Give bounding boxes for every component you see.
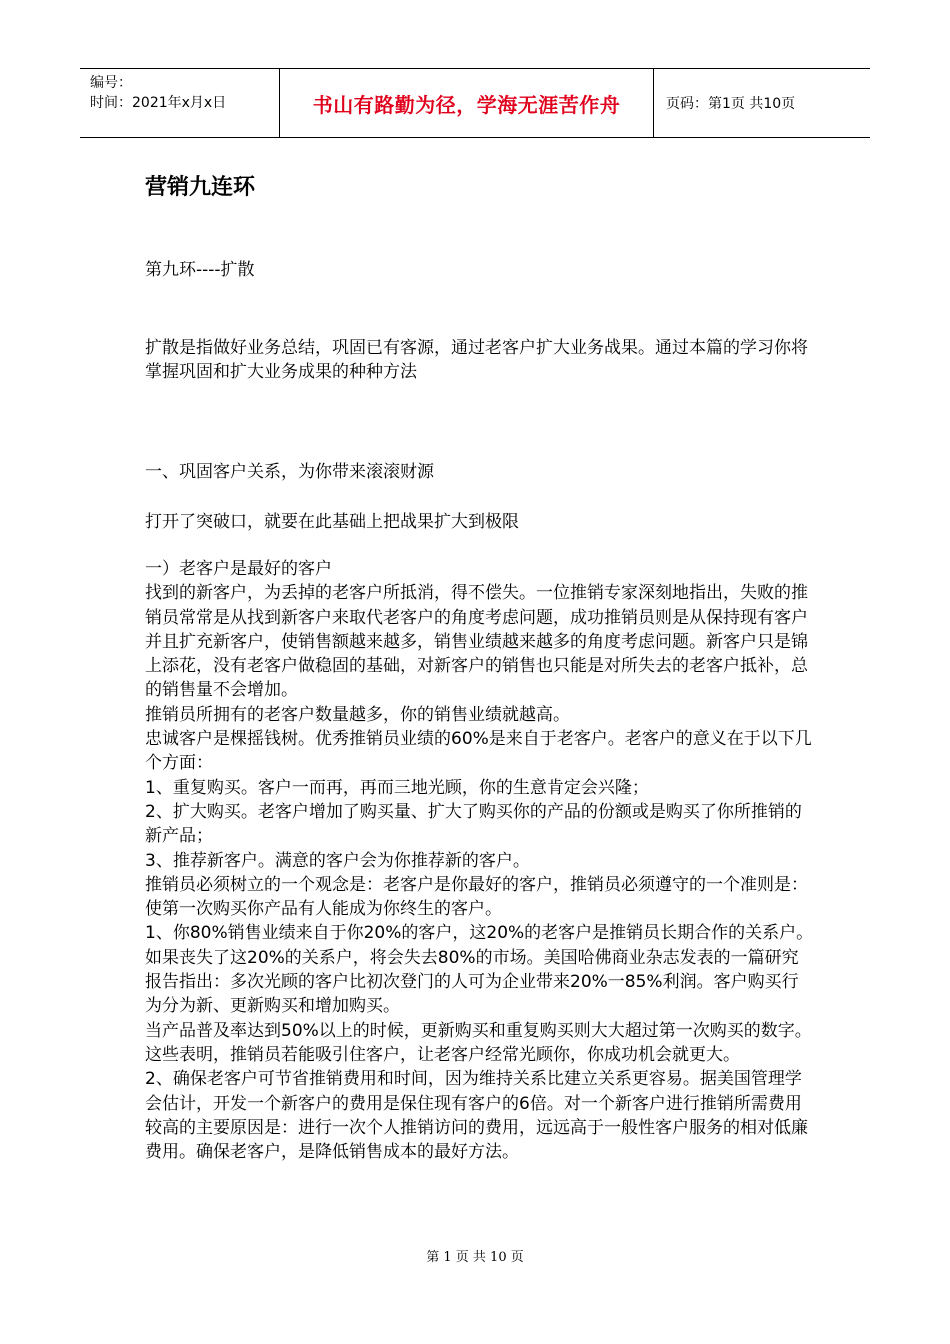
lead-paragraph: 打开了突破口，就要在此基础上把战果扩大到极限 bbox=[145, 512, 519, 532]
heading-1: 一、巩固客户关系，为你带来滚滚财源 bbox=[145, 462, 434, 482]
code-label: 编号： bbox=[90, 75, 132, 91]
document-title: 营销九连环 bbox=[145, 175, 256, 200]
intro-paragraph: 扩散是指做好业务总结，巩固已有客源，通过老客户扩大业务战果。通过本篇的学习你将掌握巩固和扩大业务成果的种种方法 bbox=[145, 338, 808, 383]
header-meta bbox=[80, 69, 280, 137]
header-motto: 书山有路勤为径，学海无涯苦作舟 bbox=[280, 69, 654, 137]
body-text: 一）老客户是最好的客户 找到的新客户，为丢掉的老客户所抵消，得不偿失。一位推销专家深刻地指出，失败的推销员常常是从找到新客户来取代老客户的角度考虑问题，成功推销员则是从保持现有客户并且扩充新客户，使销售额越来越多，销售业绩越来越多的角度考虑问题。新客户只是锦上添花，没有老客户做稳固的基础，对新客户的销售也只能是对所失去的老客户抵补，总的销售量不会增加。 推销员所拥有的老客户数量越多，你的销售业绩就越高。 忠诚客户是棵摇钱树。优秀推销员业绩的60%是来自于老客户。老客户的意义在于以下几个方面： 1、重复购买。客户一而再，再而三地光顾，你的生意肯定会兴隆； 2、扩大购买。老客户增加了购买量、扩大了购买你的产品的份额或是购买了你所推销的新产品； 3、推荐新客户。满意的客户会为你推荐新的客户。 推销员必须树立的一个观念是：老客户是你最好的客户，推销员必须遵守的一个准则是：使第一次购买你产品有人能成为你终生的客户。 1、你80%销售业绩来自于你20%的客户，这20%的老客户是推销员长期合作的关系户。如果丧失了这20%的关系户，将会失去80%的市场。美国哈佛商业杂志发表的一篇研究报告指出：多次光顾的客户比初次登门的人可为企业带来20%一85%利润。客户购买行为分为新、更新购买和增加购买。 当产品普及率达到50%以上的时候，更新购买和重复购买则大大超过第一次购买的数字。这些表明，推销员若能吸引住客户，让老客户经常光顾你，你成功机会就更大。 2、确保老客户可节省推销费用和时间，因为维持关系比建立关系更容易。据美国管理学会估计，开发一个新客户的费用是保住现有客户的6倍。对一个新客户进行推销所需费用较高的主要原因是：进行一次个人推销访问的费用，远远高于一般性客户服务的相对低廉费用。确保老客户，是降低销售成本的最好方法。 bbox=[145, 559, 814, 1163]
header-page-number: 页码：第1页 共10页 bbox=[666, 96, 796, 112]
page-header bbox=[80, 68, 870, 138]
page-footer: 第 1 页 共 10 页 bbox=[426, 1250, 524, 1265]
date-label: 时间：2021年x月x日 bbox=[90, 95, 227, 111]
section-heading: 第九环----扩散 bbox=[145, 260, 255, 280]
